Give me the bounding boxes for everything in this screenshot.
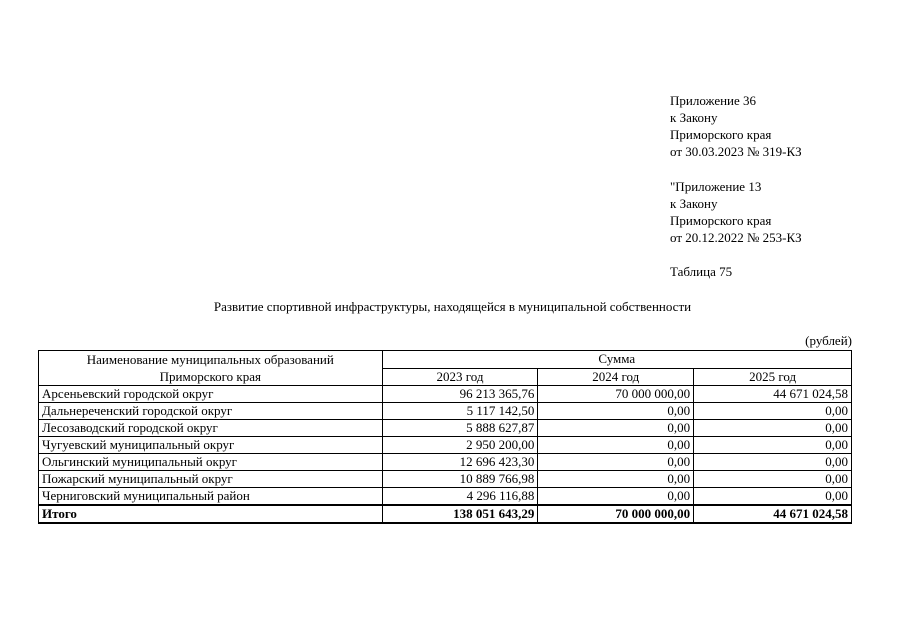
appendix-line: Приморского края: [670, 213, 772, 228]
appendix-line: к Закону: [670, 196, 718, 211]
header-name-line: Приморского края: [159, 369, 261, 384]
amount-2023: 4 296 116,88: [382, 488, 538, 506]
amount-2023: 96 213 365,76: [382, 386, 538, 403]
appendix-line: Приморского края: [670, 127, 772, 142]
amount-2024: 0,00: [538, 488, 694, 506]
document-title: Развитие спортивной инфраструктуры, находящейся в муниципальной собственности: [213, 299, 692, 314]
municipality-name: Дальнереченский городской округ: [39, 403, 383, 420]
municipality-name: Пожарский муниципальный округ: [39, 471, 383, 488]
appendix-line: от 30.03.2023 № 319-КЗ: [670, 144, 802, 159]
header-2024: 2024 год: [538, 368, 694, 386]
appendix-line: от 20.12.2022 № 253-КЗ: [670, 230, 802, 245]
total-label: Итого: [39, 505, 383, 523]
total-row: [39, 505, 852, 523]
header-name-line: Наименование муниципальных образований: [86, 352, 334, 367]
amount-2024: 0,00: [538, 403, 694, 420]
amount-2024: 0,00: [538, 437, 694, 454]
header-2025: 2025 год: [694, 368, 852, 386]
total-2024: 70 000 000,00: [538, 505, 694, 523]
amount-2025: 0,00: [694, 437, 852, 454]
municipality-name: Лесозаводский городской округ: [39, 420, 383, 437]
municipality-name: Чугуевский муниципальный округ: [39, 437, 383, 454]
amount-2023: 10 889 766,98: [382, 471, 538, 488]
total-2023: 138 051 643,29: [382, 505, 538, 523]
table-row: [39, 403, 852, 420]
header-municipality: [39, 351, 383, 386]
amount-2025: 0,00: [694, 420, 852, 437]
table-row: [39, 488, 852, 506]
table-row: [39, 420, 852, 437]
appendix-reference-1: [670, 92, 870, 160]
amount-2025: 0,00: [694, 488, 852, 506]
amount-2023: 2 950 200,00: [382, 437, 538, 454]
amount-2024: 0,00: [538, 454, 694, 471]
amount-2024: 70 000 000,00: [538, 386, 694, 403]
amount-2024: 0,00: [538, 420, 694, 437]
amount-2025: 0,00: [694, 454, 852, 471]
table-row: [39, 386, 852, 403]
amount-2025: 44 671 024,58: [694, 386, 852, 403]
appendix-line: "Приложение 13: [670, 179, 762, 194]
table-number: Таблица 75: [670, 264, 733, 279]
amount-2025: 0,00: [694, 471, 852, 488]
appendix-line: к Закону: [670, 110, 718, 125]
table-row: [39, 437, 852, 454]
municipality-name: Черниговский муниципальный район: [39, 488, 383, 506]
total-2025: 44 671 024,58: [694, 505, 852, 523]
funding-table: [38, 350, 852, 524]
amount-2024: 0,00: [538, 471, 694, 488]
table-row: [39, 471, 852, 488]
amount-2023: 5 888 627,87: [382, 420, 538, 437]
units-label: (рублей): [805, 333, 852, 348]
amount-2023: 12 696 423,30: [382, 454, 538, 471]
table-row: [39, 454, 852, 471]
appendix-line: Приложение 36: [670, 93, 757, 108]
amount-2025: 0,00: [694, 403, 852, 420]
appendix-reference-2: [670, 178, 870, 246]
header-sum: Сумма: [382, 351, 851, 369]
amount-2023: 5 117 142,50: [382, 403, 538, 420]
municipality-name: Арсеньевский городской округ: [39, 386, 383, 403]
municipality-name: Ольгинский муниципальный округ: [39, 454, 383, 471]
header-2023: 2023 год: [382, 368, 538, 386]
